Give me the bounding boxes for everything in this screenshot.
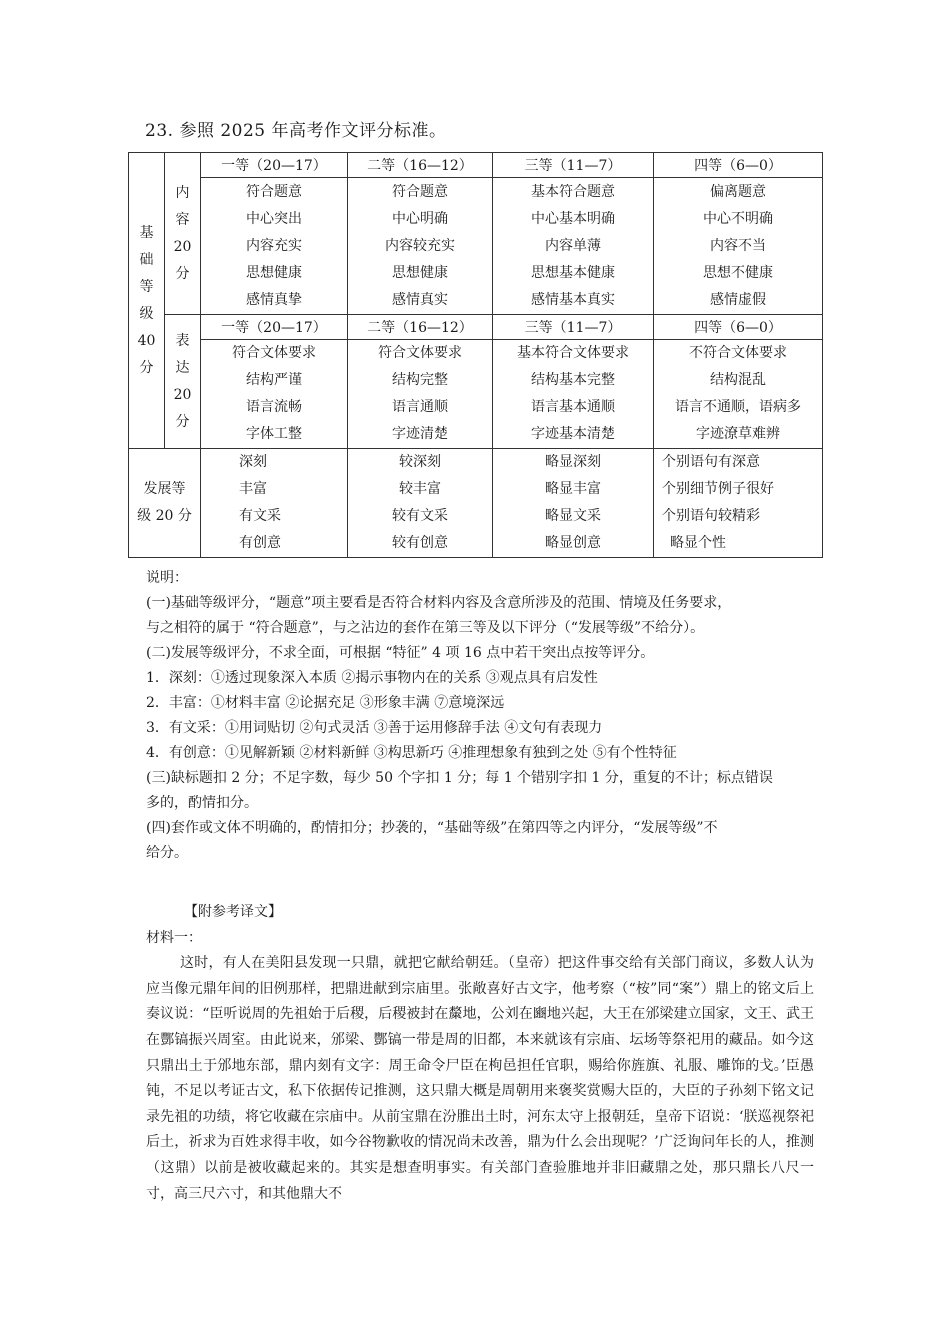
- grade-header: 二等（16—12）: [348, 315, 493, 340]
- note-line: 2．丰富：①材料丰富 ②论据充足 ③形象丰满 ⑦意境深远: [146, 695, 505, 711]
- grade-header: 四等（6—0）: [654, 315, 823, 340]
- grade-header: 三等（11—7）: [493, 153, 654, 178]
- grade-header: 一等（20—17）: [201, 153, 348, 178]
- scoring-table: [128, 152, 823, 558]
- content-cell: 符合题意 中心明确 内容较充实 思想健康 感情真实: [348, 178, 493, 315]
- grade-header: 三等（11—7）: [493, 315, 654, 340]
- reference-translation: [146, 900, 814, 1207]
- expression-label: 表 达 20 分: [165, 315, 201, 449]
- note-line: 给分。: [146, 845, 188, 861]
- note-line: 1．深刻：①透过现象深入本质 ②揭示事物内在的关系 ③观点具有启发性: [146, 670, 598, 686]
- translation-body: 这时，有人在美阳县发现一只鼎，就把它献给朝廷。（皇帝）把这件事交给有关部门商议，多数人认为应当像元鼎年间的旧例那样，把鼎进献到宗庙里。张敞喜好古文字，他考察（“桉”同“案”）鼎上的铭文后上奏议说：“臣听说周的先祖始于后稷，后稷被封在斄地，公刘在豳地兴起，大王在邠梁建立国家，文王、武王在酆镐振兴周室。由此说来，邠梁、酆镐一带是周的旧都，本来就该有宗庙、坛场等祭祀用的藏品。如今这只鼎出土于邠地东部，鼎内刻有文字：周王命令尸臣在枸邑担任官职，赐给你旌旗、礼服、雕饰的戈。’臣愚钝，不足以考证古文，私下依据传记推测，这只鼎大概是周朝用来褒奖赏赐大臣的，大臣的子孙刻下铭文记录先祖的功绩，将它收藏在宗庙中。从前宝鼎在汾脽出土时，河东太守上报朝廷，皇帝下诏说：‘朕巡视祭祀后土，祈求为百姓求得丰收，如今谷物歉收的情况尚未改善，鼎为什么会出现呢？’广泛询问年长的人，推测（这鼎）以前是被收藏起来的。其实是想查明事实。有关部门查验脽地并非旧藏鼎之处，那只鼎长八尺一寸，高三尺六寸，和其他鼎大不: [146, 955, 814, 1202]
- expression-cell: 符合文体要求 结构严谨 语言流畅 字体工整: [201, 340, 348, 449]
- content-cell: 符合题意 中心突出 内容充实 思想健康 感情真挚: [201, 178, 348, 315]
- note-line: (二)发展等级评分，不求全面，可根据 “特征” 4 项 16 点中若干突出点按等评分。: [146, 645, 655, 661]
- expression-cell: 符合文体要求 结构完整 语言通顺 字迹清楚: [348, 340, 493, 449]
- note-line: 3．有文采：①用词贴切 ②句式灵活 ③善于运用修辞手法 ④文句有表现力: [146, 720, 603, 736]
- note-line: 4．有创意：①见解新颖 ②材料新鲜 ③构思新巧 ④推理想象有独到之处 ⑤有个性特征: [146, 745, 677, 761]
- grade-header: 二等（16—12）: [348, 153, 493, 178]
- appendix-title: 【附参考译文】: [184, 904, 282, 920]
- note-line: (四)套作或文体不明确的，酌情扣分；抄袭的，“基础等级”在第四等之内评分，“发展等级”不: [146, 820, 718, 836]
- note-line: 与之相符的属于 “符合题意”，与之沾边的套作在第三等及以下评分（“发展等级”不给分）。: [146, 620, 705, 636]
- scoring-notes: [146, 566, 814, 866]
- content-cell: 基本符合题意 中心基本明确 内容单薄 思想基本健康 感情基本真实: [493, 178, 654, 315]
- development-level-label: 发展等 级 20 分: [129, 449, 201, 558]
- development-cell: 略显深刻 略显丰富 略显文采 略显创意: [493, 449, 654, 558]
- note-line: (三)缺标题扣 2 分；不足字数，每少 50 个字扣 1 分；每 1 个错别字扣 1 分，重复的不计；标点错误: [146, 770, 773, 786]
- basic-level-label: 基 础 等 级 40 分: [129, 153, 165, 449]
- grade-header: 四等（6—0）: [654, 153, 823, 178]
- note-line: 说明：: [146, 570, 188, 586]
- note-line: (一)基础等级评分，“题意”项主要看是否符合材料内容及含意所涉及的范围、情境及任务要求，: [146, 595, 732, 611]
- material-label: 材料一：: [146, 929, 202, 946]
- question-heading: 23. 参照 2025 年高考作文评分标准。: [145, 121, 447, 141]
- development-cell: 深刻 丰富 有文采 有创意: [201, 449, 348, 558]
- development-cell: 较深刻 较丰富 较有文采 较有创意: [348, 449, 493, 558]
- grade-header: 一等（20—17）: [201, 315, 348, 340]
- expression-cell: 不符合文体要求 结构混乱 语言不通顺，语病多 字迹潦草难辨: [654, 340, 823, 449]
- note-line: 多的，酌情扣分。: [146, 795, 258, 811]
- expression-cell: 基本符合文体要求 结构基本完整 语言基本通顺 字迹基本清楚: [493, 340, 654, 449]
- content-cell: 偏离题意 中心不明确 内容不当 思想不健康 感情虚假: [654, 178, 823, 315]
- development-cell: 个别语句有深意 个别细节例子很好 个别语句较精彩 略显个性: [654, 449, 823, 558]
- content-label: 内 容 20 分: [165, 153, 201, 315]
